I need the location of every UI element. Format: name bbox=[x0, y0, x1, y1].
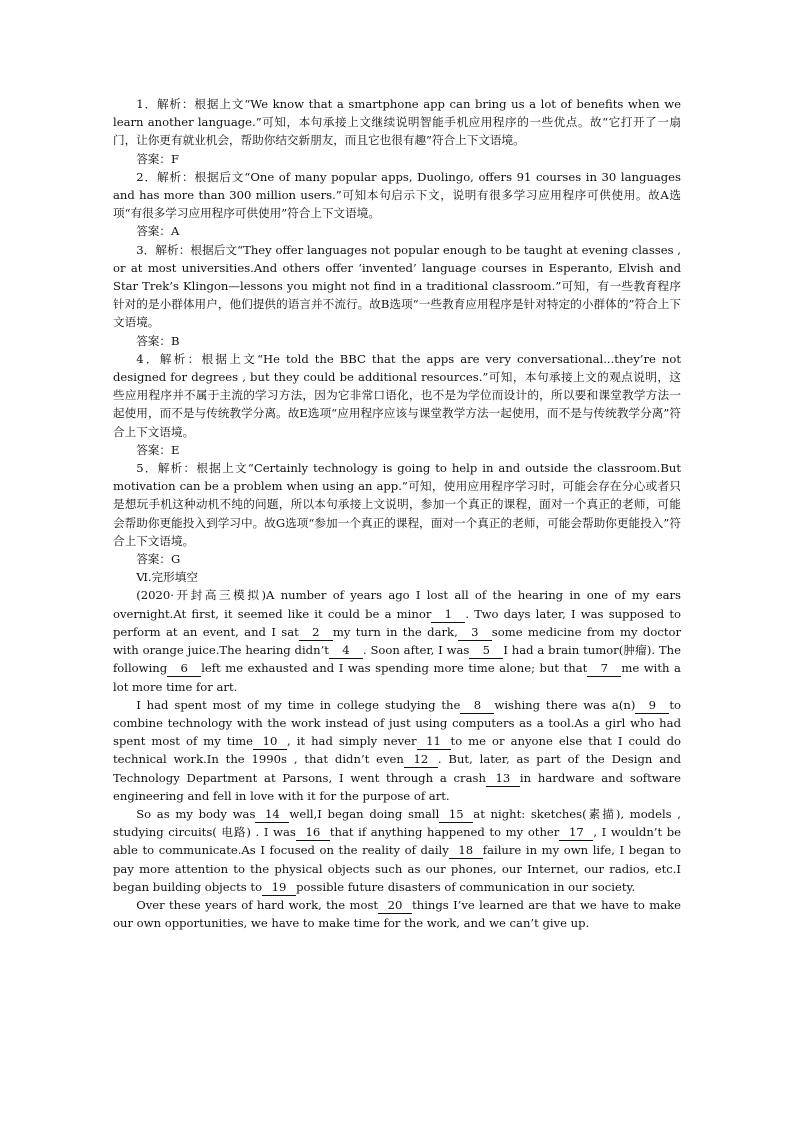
text-segment: me with a lot more time for art. bbox=[113, 661, 681, 694]
text-segment: in hardware and software engineering and fell in love with it for the purpose of art. bbox=[113, 770, 681, 803]
blank-17: 17 bbox=[559, 825, 593, 841]
text-segment: (2020·开封高三模拟)A number of years ago I lost all of the hearing in one of my ears overnight.At first, it seemed like it could be a minor bbox=[113, 588, 681, 621]
explanation-3: 3．解析：根据后文“They offer languages not popular enough to be taught at evening classes , or at most universities.And others offer ‘invented’ language courses in Esperanto, Elvish and Star Trek’s Klingon—lessons you might not find in a traditional classroom.”可知，有一些教育程序针对的是小群体用户，他们提供的语言并不流行。故B选项“一些教育应用程序是针对特定的小群体的”符合上下文语境。 bbox=[113, 242, 681, 330]
text-segment: I had a brain tumor(肿瘤). The following bbox=[113, 643, 681, 676]
explanation-2: 2．解析：根据后文“One of many popular apps, Duolingo, offers 91 courses in 30 languages and has more than 300 million users.”可知本句启示下文，说明有很多学习应用程序可供使用。故A选项“有很多学习应用程序可供使用”符合上下文语境。 bbox=[113, 169, 681, 221]
explanation-5: 5．解析：根据上文“Certainly technology is going to help in and outside the classroom.But motivation can be a problem when using an app.”可知，使用应用程序学习时，可能会存在分心或者只是想玩手机这种动机不纯的问题，所以本句承接上文说明，参加一个真正的课程，面对一个真正的老师，可能会帮助你更能投入到学习中。故G选项“参加一个真正的课程，面对一个真正的老师，可能会帮助你更能投入”符合上下文语境。 bbox=[113, 461, 681, 548]
text-segment: So as my body was bbox=[136, 806, 256, 821]
blank-2: 2 bbox=[299, 625, 333, 641]
text-segment: wishing there was a(n) bbox=[494, 697, 636, 712]
text-segment: , I wouldn’t be able to communicate.As I focused on the reality of daily bbox=[113, 825, 682, 858]
answer-5: 答案：G bbox=[136, 552, 181, 567]
text-segment: I had spent most of my time in college studying the bbox=[136, 697, 461, 712]
text-segment: . Soon after, I was bbox=[362, 643, 470, 658]
text-segment: my turn in the dark, bbox=[332, 624, 458, 639]
explanation-1: 1．解析：根据上文“We know that a smartphone app can bring us a lot of benefits when we learn another language.”可知，本句承接上文继续说明智能手机应用程序的一些优点。故“它打开了一扇门，让你更有就业机会，帮助你结交新朋友，而且它也很有趣”符合上下文语境。 bbox=[113, 97, 681, 148]
cloze-paragraph-4 bbox=[113, 896, 681, 932]
answer-1: 答案：F bbox=[136, 151, 180, 166]
blank-1: 1 bbox=[431, 607, 465, 623]
blank-5: 5 bbox=[469, 643, 503, 659]
blank-13: 13 bbox=[486, 771, 520, 787]
blank-10: 10 bbox=[253, 734, 287, 750]
text-segment: some medicine from my doctor with orange juice.The hearing didn’t bbox=[113, 624, 681, 658]
blank-15: 15 bbox=[439, 807, 473, 823]
text-segment: . But, later, as part of the Design and Technology Department at Parsons, I went through a crash bbox=[113, 752, 681, 785]
text-segment: to me or anyone else that I could do technical work.In the 1990s , that didn’t even bbox=[113, 734, 681, 767]
text-segment: to combine technology with the work instead of just using computers as a tool.As a girl who had spent most of my time bbox=[113, 697, 681, 749]
text-segment: failure in my own life, I began to pay more attention to the physical objects such as our phones, our Internet, our radios, etc.I began building objects to bbox=[113, 843, 681, 894]
blank-6: 6 bbox=[167, 661, 201, 677]
answer-3: 答案：B bbox=[136, 333, 180, 348]
blank-11: 11 bbox=[417, 734, 451, 750]
blank-8: 8 bbox=[460, 698, 494, 714]
explanation-4: 4．解析：根据上文“He told the BBC that the apps are very conversational...they’re not designed for degrees , but they could be additional resources.”可知，本句承接上文的观点说明，这些应用程序并不属于主流的学习方法，因为它非常口语化，也不是为学位而设计的，所以要和课堂教学方法一起使用，而不是与传统教学分离。故E选项“应用程序应该与课堂教学方法一起使用，而不是与传统教学分离”符合上下文语境。 bbox=[113, 351, 681, 439]
document-page bbox=[113, 95, 681, 932]
blank-12: 12 bbox=[404, 752, 438, 768]
cloze-paragraph-3 bbox=[113, 805, 681, 896]
blank-14: 14 bbox=[255, 807, 289, 823]
cloze-paragraph-2 bbox=[113, 696, 681, 805]
text-segment: , it had simply never bbox=[287, 734, 417, 749]
text-segment: Over these years of hard work, the most bbox=[136, 897, 379, 912]
blank-4: 4 bbox=[329, 643, 363, 659]
section-title: Ⅵ.完形填空 bbox=[136, 570, 198, 585]
blank-19: 19 bbox=[262, 880, 296, 896]
text-segment: . Two days later, I was supposed to perform at an event, and I sat bbox=[113, 606, 681, 639]
text-segment: possible future disasters of communication in our society. bbox=[296, 879, 636, 894]
blank-18: 18 bbox=[449, 843, 483, 859]
text-segment: things I’ve learned are that we have to make our own opportunities, we have to make time for the work, and we can’t give up. bbox=[113, 897, 682, 931]
blank-7: 7 bbox=[587, 661, 621, 677]
text-segment: well,I began doing small bbox=[289, 806, 440, 821]
answer-4: 答案：E bbox=[136, 442, 180, 457]
text-segment: that if anything happened to my other bbox=[329, 825, 560, 840]
blank-3: 3 bbox=[458, 625, 492, 641]
answer-2: 答案：A bbox=[136, 224, 180, 239]
blank-20: 20 bbox=[378, 898, 412, 914]
text-segment: left me exhausted and I was spending more time alone; but that bbox=[201, 661, 588, 676]
text-segment: at night: sketches(素描), models , studying circuits( 电路) . I was bbox=[113, 806, 681, 840]
cloze-paragraph-1 bbox=[113, 586, 681, 695]
blank-9: 9 bbox=[635, 698, 669, 714]
blank-16: 16 bbox=[296, 825, 330, 841]
